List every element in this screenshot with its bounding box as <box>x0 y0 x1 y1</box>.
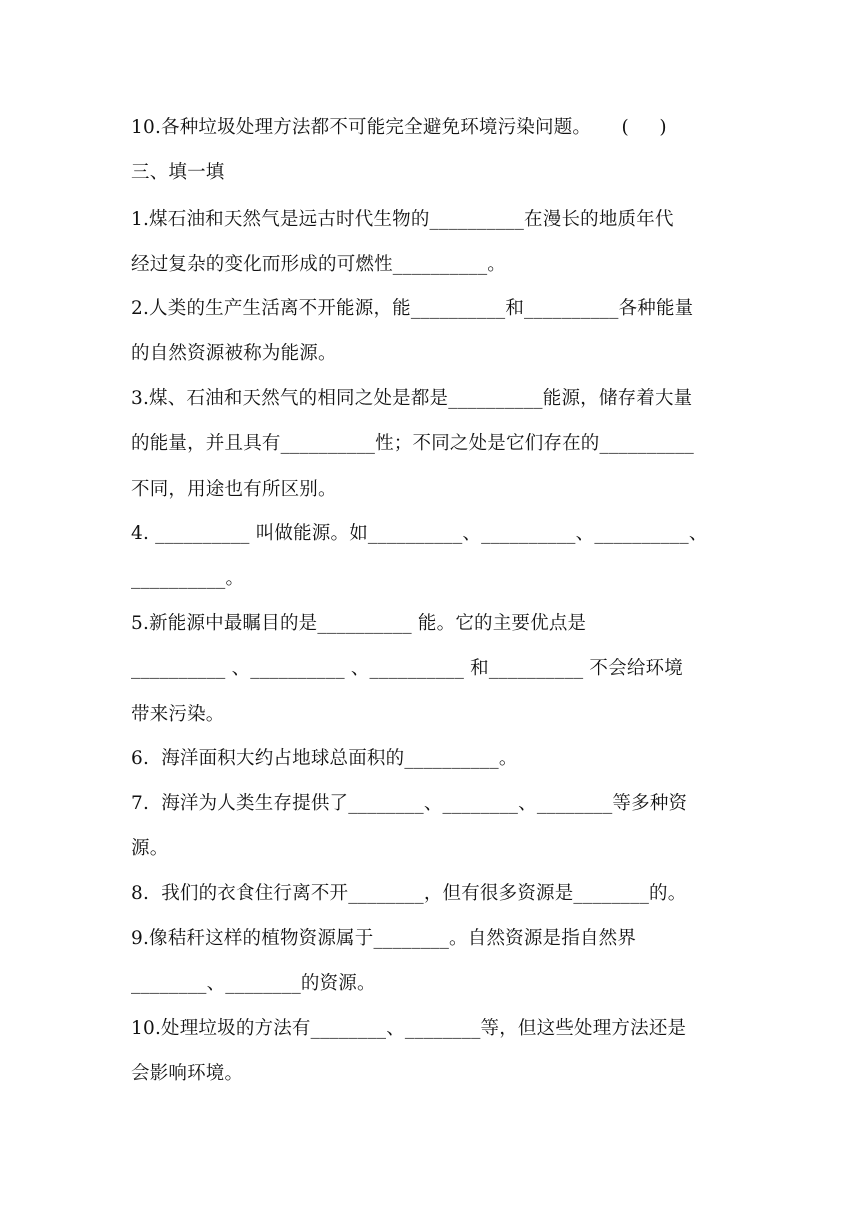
judge-question-10: 10.各种垃圾处理方法都不可能完全避免环境污染问题。 ( ) <box>131 117 667 138</box>
fill-question-10-line-1: 10.处理垃圾的方法有________、________等，但这些处理方法还是 <box>131 1018 687 1039</box>
fill-question-10-line-2: 会影响环境。 <box>131 1063 244 1084</box>
fill-question-2-line-2: 的自然资源被称为能源。 <box>131 343 337 364</box>
fill-question-6: 6. 海洋面积大约占地球总面积的__________。 <box>131 748 518 769</box>
fill-question-5-line-1: 5.新能源中最瞩目的是__________ 能。它的主要优点是 <box>131 613 587 634</box>
fill-question-7-line-2: 源。 <box>131 838 169 859</box>
fill-question-4-line-2: __________。 <box>131 568 245 589</box>
fill-question-3-line-3: 不同，用途也有所区别。 <box>131 479 337 500</box>
section-heading-fill-in: 三、填一填 <box>131 162 225 183</box>
fill-question-1-line-2: 经过复杂的变化而形成的可燃性__________。 <box>131 254 507 275</box>
fill-question-3-line-2: 的能量，并且具有__________性；不同之处是它们存在的__________ <box>131 433 695 454</box>
fill-question-2-line-1: 2.人类的生产生活离不开能源，能__________和__________各种能量 <box>131 298 694 319</box>
fill-question-5-line-2: __________ 、__________ 、__________ 和__________ 不会给环境 <box>131 658 683 679</box>
fill-question-4-line-1: 4. __________ 叫做能源。如__________、__________、__________、 <box>131 523 708 544</box>
fill-question-5-line-3: 带来污染。 <box>131 704 225 725</box>
fill-question-1-line-1: 1.煤石油和天然气是远古时代生物的__________在漫长的地质年代 <box>131 209 674 230</box>
fill-question-9-line-1: 9.像秸秆这样的植物资源属于________。自然资源是指自然界 <box>131 928 637 949</box>
fill-question-9-line-2: ________、________的资源。 <box>131 973 376 994</box>
fill-question-3-line-1: 3.煤、石油和天然气的相同之处是都是__________能源，储存着大量 <box>131 388 693 409</box>
fill-question-8: 8. 我们的衣食住行离不开________，但有很多资源是________的。 <box>131 883 687 904</box>
fill-question-7-line-1: 7. 海洋为人类生存提供了________、________、________等多种资 <box>131 793 688 814</box>
